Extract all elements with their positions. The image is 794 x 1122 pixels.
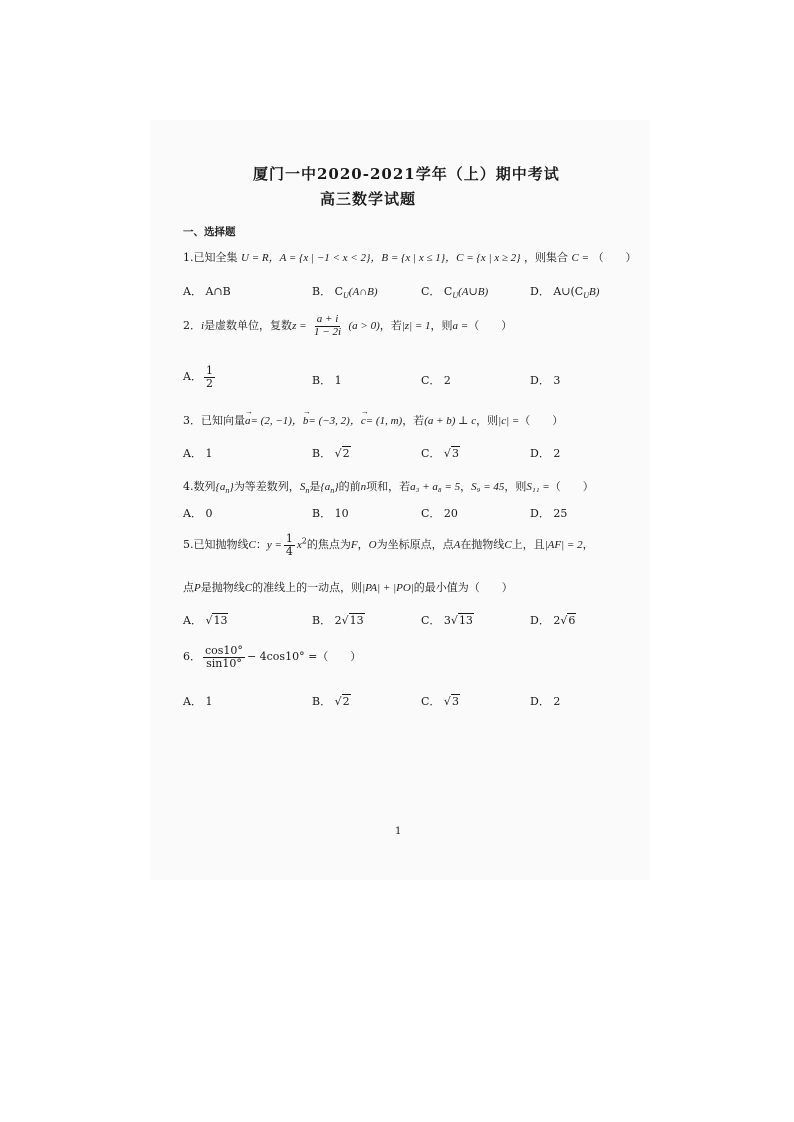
q5-frac-den: 4 <box>285 544 293 558</box>
q6-option-c[interactable]: C． √3 <box>421 695 459 708</box>
q5-line2-text: 点 <box>183 581 194 594</box>
q2-option-b[interactable] <box>312 372 342 388</box>
question-4: 4.数列$\{a_n\}$为等差数列，$S_n$是$\{a_n\}$的前n项和，若a₃ + a₈ = 5，S₉ = 45，则S₁₁ =（ ） <box>183 480 594 496</box>
q1-sets: U = R，A = {x | −1 < x < 2}，B = {x | x ≤ 1}，C = {x | x ≥ 2} <box>241 252 521 264</box>
q4-text-c: 是 <box>309 480 321 493</box>
question-5-line-1: 5.已知抛物线C：y = $\frac{1}{4}$ $x^2$的焦点为F，O为坐标原点，点A在抛物线C上，且|AF| = 2， <box>183 532 594 558</box>
q5-C: C <box>248 539 256 552</box>
q4-Sn: S <box>299 481 306 493</box>
q2-option-b-label: B． 1 <box>312 374 342 387</box>
q5-text: 5.已知抛物线 <box>183 538 249 552</box>
exam-subtitle: 高三数学试题 <box>320 190 417 208</box>
question-3: 3．已知向量→ a= (2, −1)，→ b= (−3, 2)，→ c= (1, m)，若(a + b) ⊥ c，则|c| =（ ） <box>183 412 563 428</box>
q6-option-d[interactable] <box>530 693 560 709</box>
q1-option-c-label: C． C <box>421 285 453 298</box>
q5-text-g: ， <box>582 538 594 552</box>
q4-text-e: 项和，若 <box>366 480 411 493</box>
q5-line2-text-c: 的准线上的一动点，则 <box>252 581 363 594</box>
q3-option-c[interactable]: C． √3 <box>421 447 459 460</box>
q5-option-c-radicand: 13 <box>458 614 473 627</box>
q3-perp: (a + b) ⊥ c <box>424 415 477 427</box>
q6-option-c-radicand: 3 <box>451 695 459 708</box>
q3-option-b-radicand: 2 <box>342 447 350 460</box>
q5-option-b-radicand: 13 <box>349 614 364 627</box>
q4-text-b: 为等差数列， <box>233 480 300 493</box>
q1-option-b[interactable]: B． $C_U(A\cap B)$ <box>312 285 378 301</box>
q4-option-b-label: B． 10 <box>312 507 349 520</box>
q3-b-val: = (−3, 2)， <box>308 415 361 427</box>
q5-text-f: 上，且 <box>511 538 545 552</box>
q3-option-b-label: B． <box>312 447 332 460</box>
q5-option-c[interactable]: C． 3√13 <box>421 614 473 627</box>
q4-text-f: ， <box>460 480 472 493</box>
q4-option-a[interactable] <box>183 505 212 521</box>
q3-option-a-label: A． 1 <box>183 447 213 460</box>
q6-option-c-label: C． <box>421 695 441 708</box>
q4-ask: S₁₁ = <box>526 481 550 493</box>
q3-text-b: ，若 <box>402 414 425 427</box>
q6-frac-den: sin10° <box>206 656 242 670</box>
q4-option-b[interactable] <box>312 505 349 521</box>
q5-text-e: 在抛物线 <box>460 538 505 552</box>
q5-option-d-radicand: 6 <box>568 614 576 627</box>
q6-rest: − 4cos10° = <box>246 650 318 664</box>
q6-option-b[interactable]: B． √2 <box>312 695 350 708</box>
q6-num: 6． <box>183 650 201 664</box>
q5-option-b-label: B． 2 <box>312 614 342 627</box>
q4-option-c[interactable] <box>421 505 458 521</box>
q4-cond2: S₉ = 45 <box>471 481 505 493</box>
q4-cond1: a₃ + a₈ = 5 <box>410 481 461 493</box>
q2-frac-den: 1 − 2i <box>314 325 342 338</box>
q4-n: n <box>360 481 367 493</box>
q2-option-a-label: A． <box>183 370 202 384</box>
q4-option-a-label: A． 0 <box>183 507 213 520</box>
q6-option-b-label: B． <box>312 695 332 708</box>
q2-abs: |z| = 1 <box>401 320 431 333</box>
q5-AF: |AF| = 2 <box>544 539 583 552</box>
q4-text: 4.数列 <box>183 480 216 493</box>
q4-option-d-label: D． 25 <box>530 507 568 520</box>
q3-ask: |c| = <box>498 415 520 427</box>
question-1 <box>183 249 637 265</box>
q4-seq: {a <box>215 481 226 493</box>
q2-num: 2． <box>183 319 201 333</box>
q2-option-a[interactable] <box>183 365 217 389</box>
q6-option-b-radicand: 2 <box>342 695 350 708</box>
q1-option-d-label: D． A∪(C <box>530 285 584 298</box>
q4-text-d: 的前 <box>338 480 361 493</box>
q5-A: A <box>453 539 461 552</box>
question-6 <box>183 645 361 669</box>
q2-option-a-num: 1 <box>205 364 213 377</box>
q5-text-b: 的焦点为 <box>306 538 351 552</box>
q2-text-d: ，则 <box>430 319 453 333</box>
exam-title: 厦门一中2020-2021学年（上）期中考试 <box>253 165 560 183</box>
q5-option-c-label: C． 3 <box>421 614 451 627</box>
q6-paren: （ ） <box>317 650 362 664</box>
q3-c-val: = (1, m) <box>365 415 403 427</box>
q6-option-d-label: D． 2 <box>530 695 561 708</box>
q5-F: F <box>350 539 358 552</box>
q2-option-a-den: 2 <box>205 376 213 390</box>
q5-option-b[interactable]: B． 2√13 <box>312 614 364 627</box>
q1-ask: C = <box>571 252 590 264</box>
q5-text-c: ， <box>357 538 369 552</box>
q1-option-a[interactable] <box>183 283 231 299</box>
q4-option-d[interactable] <box>530 505 567 521</box>
q1-text-b: ，则集合 <box>524 251 569 264</box>
q5-option-d[interactable]: D． 2√6 <box>530 614 576 627</box>
q3-option-b[interactable]: B． √2 <box>312 447 350 460</box>
q5-line2-text-d: 的最小值为 <box>413 581 469 594</box>
q2-text-c: ，若 <box>379 319 402 333</box>
q3-option-c-label: C． <box>421 447 441 460</box>
q5-paren: （ ） <box>468 581 513 594</box>
question-5-line-2: 点P是抛物线C的准线上的一动点，则|PA| + |PO|的最小值为（ ） <box>183 581 513 594</box>
q3-option-d[interactable] <box>530 445 560 461</box>
q5-option-a-label: A． <box>183 614 202 627</box>
q3-a-val: = (2, −1)， <box>250 415 303 427</box>
q4-text-g: ，则 <box>504 480 527 493</box>
q5-frac-num: 1 <box>285 532 293 545</box>
q3-paren: （ ） <box>519 414 564 427</box>
q3-option-a[interactable] <box>183 445 212 461</box>
q5-sum: |PA| + |PO| <box>362 582 414 594</box>
q2-paren: （ ） <box>468 319 513 333</box>
section-heading: 一、选择题 <box>183 226 236 238</box>
q3-option-d-label: D． 2 <box>530 447 561 460</box>
q6-frac-num: cos10° <box>205 644 243 657</box>
q5-option-a-radicand: 13 <box>213 614 228 627</box>
q2-option-d-label: D． 3 <box>530 374 561 387</box>
q1-option-d[interactable]: D． $A\cup(C_UB)$ <box>530 285 600 301</box>
q1-option-b-label: B． C <box>312 285 343 298</box>
q5-line2-text-b: 是抛物线 <box>200 581 245 594</box>
q2-cond: (a > 0) <box>348 320 380 333</box>
q6-option-a[interactable] <box>183 693 212 709</box>
page-number: 1 <box>395 826 402 837</box>
q2-option-c-label: C． 2 <box>421 374 451 387</box>
q5-x: x <box>296 539 302 552</box>
q1-option-c[interactable]: C． $C_U(A\cup B)$ <box>421 285 489 301</box>
q4-paren: （ ） <box>549 480 594 493</box>
q5-option-a[interactable]: A． √13 <box>183 614 228 627</box>
q1-text: 1.已知全集 <box>183 251 238 264</box>
q4-option-c-label: C． 20 <box>421 507 458 520</box>
q2-option-d[interactable] <box>530 372 560 388</box>
q5-option-d-label: D． 2 <box>530 614 561 627</box>
q5-P: P <box>194 582 201 594</box>
q5-text-d: 为坐标原点，点 <box>376 538 454 552</box>
q5-O: O <box>368 539 377 552</box>
q3-text: 3．已知向量 <box>183 414 245 427</box>
q1-option-a-label: A． A∩B <box>183 285 231 298</box>
question-2: 2．i是虚数单位，复数z = $\frac{a + i}{1 - 2i}$ (a > 0)，若|z| = 1，则a =（ ） <box>183 313 513 338</box>
q3-text-c: ，则 <box>476 414 499 427</box>
q2-option-c[interactable] <box>421 372 451 388</box>
q5-eq-y: y = <box>266 539 282 552</box>
q1-paren: （ ） <box>592 251 637 264</box>
q6-option-a-label: A． 1 <box>183 695 213 708</box>
q2-frac-num: a + i <box>316 313 339 325</box>
q2-text: 是虚数单位，复数 <box>204 319 293 333</box>
q3-option-c-radicand: 3 <box>451 447 459 460</box>
q2-ask: a = <box>452 320 469 333</box>
